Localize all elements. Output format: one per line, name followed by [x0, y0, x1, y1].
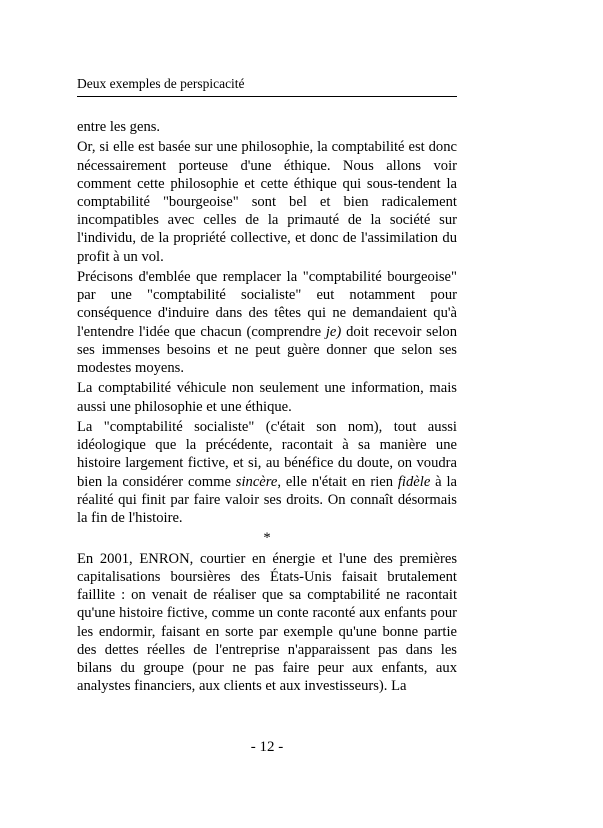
- paragraph-3: [77, 268, 457, 377]
- page-number: - 12 -: [250, 739, 284, 755]
- running-header: [77, 76, 457, 97]
- paragraph-5-text-a: La "comptabilité socialiste" (c'était son nom), tout aussi idéologique que la précédente, racontait à sa manière une histoire largement fictive, et si, au bénéfice du doute, on voudra bien la considérer comme: [77, 419, 457, 490]
- paragraph-3-emphasis: je): [325, 323, 342, 340]
- paragraph-5-text-b: , elle n'était en rien: [277, 473, 398, 490]
- paragraph-5-emphasis-fidele: fidèle: [397, 473, 431, 490]
- header-title: Deux exemples de perspicacité: [77, 76, 245, 91]
- page-body: [77, 118, 457, 695]
- section-separator: *: [263, 530, 271, 547]
- paragraph-1: entre les gens.: [77, 119, 161, 135]
- paragraph-5-emphasis-sincere: sincère: [235, 473, 278, 490]
- paragraph-5: [77, 418, 457, 527]
- paragraph-5-text-c: à la réalité qui finit par faire valoir ses droits. On connaît désormais la fin de l'histoire.: [77, 473, 458, 527]
- paragraph-3-text-a: Précisons d'emblée que remplacer la "comptabilité bourgeoise" par une "comptabilité socialiste" eut notamment pour conséquence d'induire dans des têtes qui ne demandaient qu'à l'entendre l'idée que chacun (comprendre: [77, 269, 457, 340]
- paragraph-6: En 2001, ENRON, courtier en énergie et l'une des premières capitalisations boursières des États-Unis faisait brutalement faillite : on venait de réaliser que sa comptabilité ne racontait qu'une histoire fictive, comme un conte raconté aux enfants pour les endormir, faisant en sorte par exemple qu'une bonne partie des dettes réelles de l'entreprise n'apparaissent pas dans les bilans du groupe (pour ne pas faire peur aux enfants, aux analystes financiers, aux clients et aux investisseurs). La: [77, 550, 457, 695]
- paragraph-2: Or, si elle est basée sur une philosophie, la comptabilité est donc nécessairement porteuse d'une éthique. Nous allons voir comment cette philosophie et cette éthique qui sous-tendent la comptabilité "bourgeoise" sont bel et bien radicalement incompatibles avec celles de la primauté de la société sur l'individu, de la propriété collective, et donc de l'assimilation du profit à un vol.: [77, 139, 457, 265]
- paragraph-4: La comptabilité véhicule non seulement une information, mais aussi une philosophie et une éthique.: [77, 380, 457, 415]
- paragraph-3-text-b: doit recevoir selon ses immenses besoins et ne peut guère donner que selon ses modestes moyens.: [77, 323, 457, 377]
